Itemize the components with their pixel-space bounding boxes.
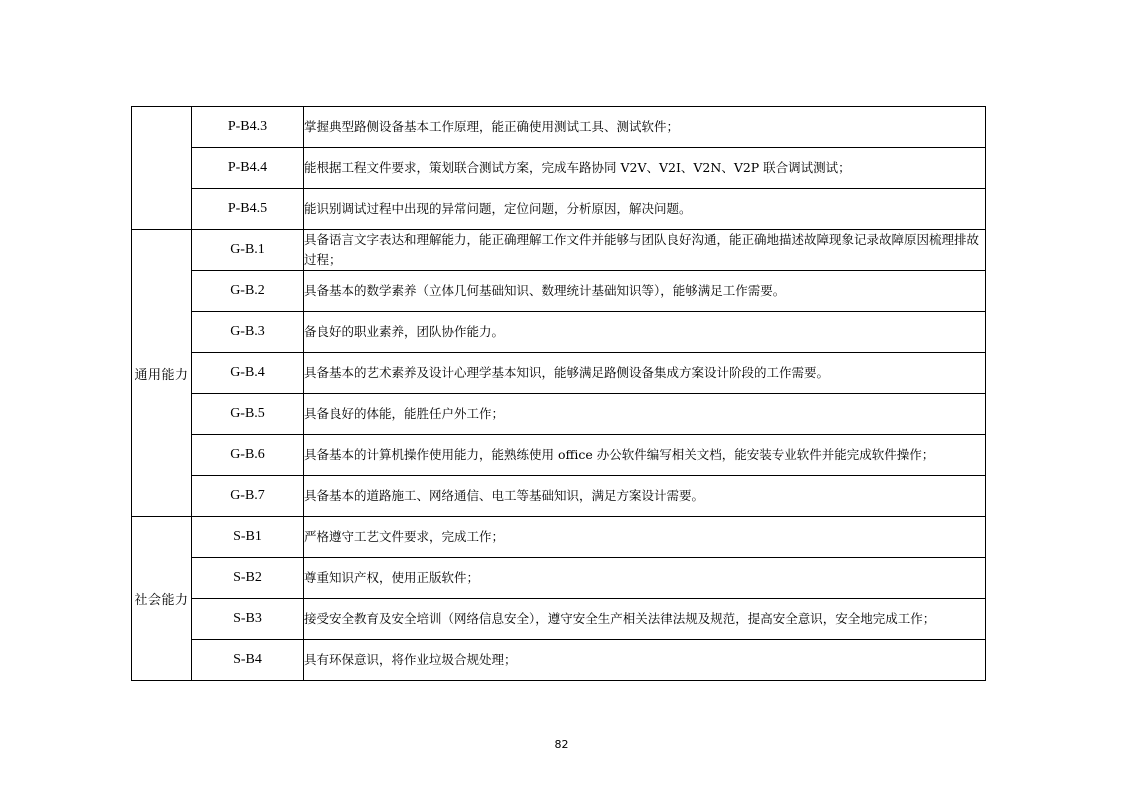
table-row: [132, 476, 986, 517]
code-cell: G-B.2: [192, 271, 304, 312]
description-cell: 能根据工程文件要求，策划联合测试方案，完成车路协同 V2V、V2I、V2N、V2P 联合调试测试；: [304, 148, 986, 189]
table-row: [132, 271, 986, 312]
code-cell: S-B3: [192, 599, 304, 640]
code-cell: S-B1: [192, 517, 304, 558]
code-cell: G-B.3: [192, 312, 304, 353]
table-row: [132, 230, 986, 271]
table-row: [132, 107, 986, 148]
table-row: [132, 312, 986, 353]
description-cell: 具备基本的数学素养（立体几何基础知识、数理统计基础知识等），能够满足工作需要。: [304, 271, 986, 312]
description-cell: 尊重知识产权，使用正版软件；: [304, 558, 986, 599]
code-cell: P-B4.4: [192, 148, 304, 189]
code-cell: P-B4.5: [192, 189, 304, 230]
code-cell: G-B.5: [192, 394, 304, 435]
description-cell: 备良好的职业素养，团队协作能力。: [304, 312, 986, 353]
category-cell-professional: [132, 107, 192, 230]
description-cell: 严格遵守工艺文件要求，完成工作；: [304, 517, 986, 558]
description-cell: 具备基本的道路施工、网络通信、电工等基础知识，满足方案设计需要。: [304, 476, 986, 517]
description-cell: 具备语言文字表达和理解能力，能正确理解工作文件并能够与团队良好沟通，能正确地描述故障现象记录故障原因梳理排故过程；: [304, 230, 986, 271]
description-cell: 接受安全教育及安全培训（网络信息安全），遵守安全生产相关法律法规及规范，提高安全意识，安全地完成工作；: [304, 599, 986, 640]
code-cell: P-B4.3: [192, 107, 304, 148]
competency-table: [131, 106, 986, 681]
table-row: [132, 558, 986, 599]
table-row: [132, 517, 986, 558]
description-cell: 具备良好的体能，能胜任户外工作；: [304, 394, 986, 435]
code-cell: S-B2: [192, 558, 304, 599]
description-cell: 具备基本的艺术素养及设计心理学基本知识，能够满足路侧设备集成方案设计阶段的工作需要。: [304, 353, 986, 394]
category-cell-social: 社会能力: [132, 517, 192, 681]
category-cell-general: 通用能力: [132, 230, 192, 517]
code-cell: G-B.1: [192, 230, 304, 271]
code-cell: G-B.6: [192, 435, 304, 476]
description-cell: 掌握典型路侧设备基本工作原理，能正确使用测试工具、测试软件；: [304, 107, 986, 148]
code-cell: G-B.7: [192, 476, 304, 517]
table-row: [132, 435, 986, 476]
page-number: 82: [554, 738, 569, 751]
description-cell: 具备基本的计算机操作使用能力，能熟练使用 office 办公软件编写相关文档，能安装专业软件并能完成软件操作；: [304, 435, 986, 476]
code-cell: S-B4: [192, 640, 304, 681]
description-cell: 能识别调试过程中出现的异常问题，定位问题，分析原因，解决问题。: [304, 189, 986, 230]
table-row: [132, 148, 986, 189]
description-cell: 具有环保意识，将作业垃圾合规处理；: [304, 640, 986, 681]
table-row: [132, 189, 986, 230]
table-row: [132, 599, 986, 640]
table-row: [132, 394, 986, 435]
code-cell: G-B.4: [192, 353, 304, 394]
table-row: [132, 640, 986, 681]
table-row: [132, 353, 986, 394]
